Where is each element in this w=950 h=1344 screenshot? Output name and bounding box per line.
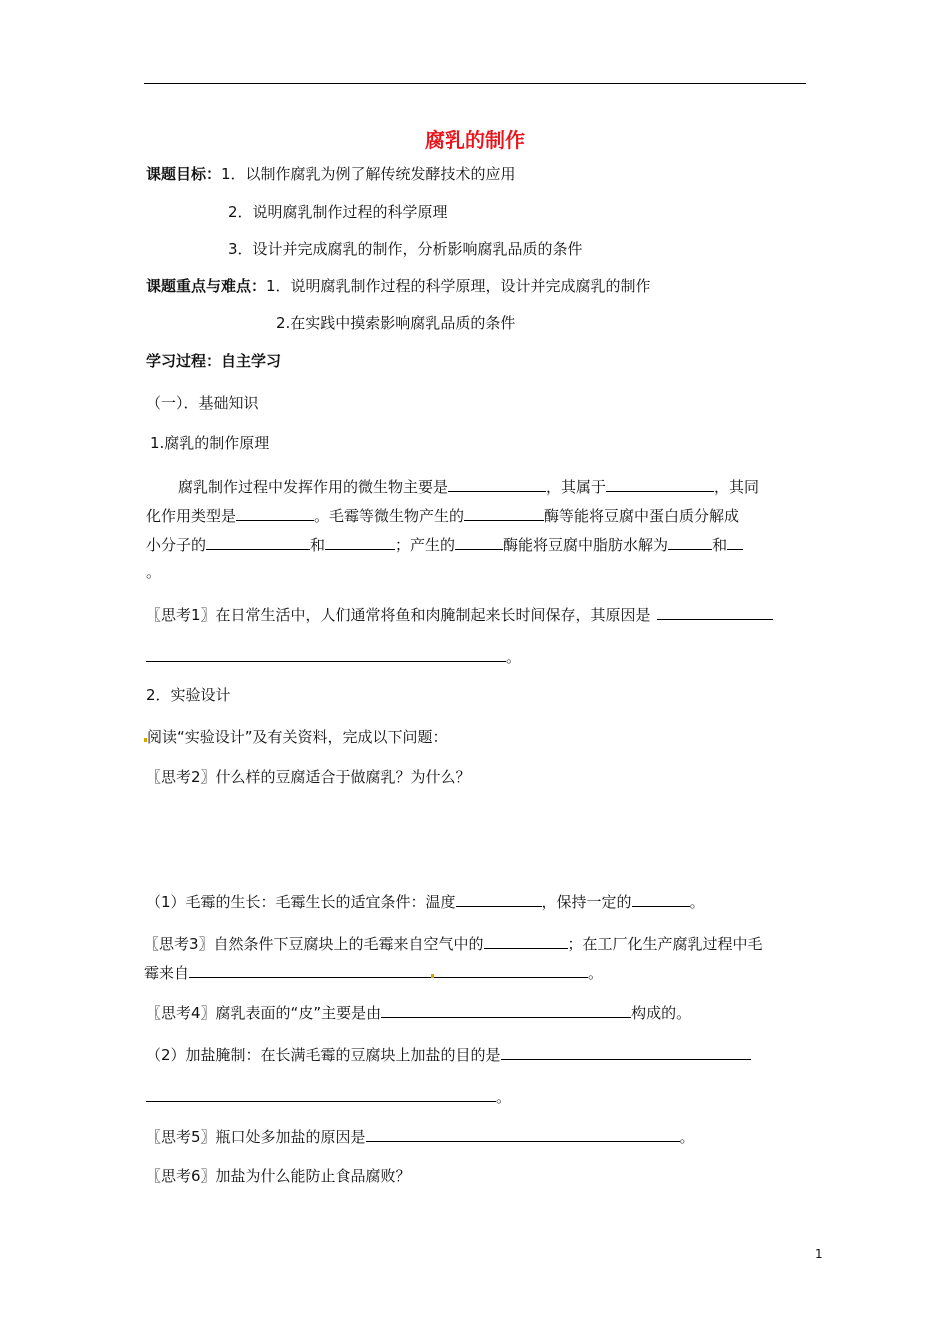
section-basic-knowledge: （一）．基础知识 [146, 394, 259, 412]
blank-skin[interactable] [381, 1002, 631, 1018]
blank-mold-source-a[interactable] [189, 962, 431, 978]
blank-microbe[interactable] [448, 476, 546, 492]
document-title: 腐乳的制作 [425, 128, 525, 152]
objective-1: 1．以制作腐乳为例了解传统发酵技术的应用 [221, 165, 516, 183]
blank-think1-a[interactable] [657, 604, 773, 620]
blank-fatty-acid[interactable] [727, 534, 743, 550]
growth-line: （1）毛霉的生长：毛霉生长的适宜条件：温度 ，保持一定的 。 [146, 893, 705, 911]
blank-assimilation[interactable] [236, 505, 314, 521]
key-point-2: 2.在实践中摸索影响腐乳品质的条件 [276, 314, 516, 332]
subsection-principle: 1.腐乳的制作原理 [150, 434, 270, 452]
think1-line-1: 〖思考1〗在日常生活中，人们通常将鱼和肉腌制起来长时间保存，其原因是 [146, 604, 773, 625]
key-point-1: 1．说明腐乳制作过程的科学原理，设计并完成腐乳的制作 [266, 277, 651, 295]
blank-salt-purpose-b[interactable] [146, 1086, 496, 1102]
blank-think1-b[interactable] [146, 646, 506, 662]
blank-spores[interactable] [484, 933, 568, 949]
blank-humidity[interactable] [632, 891, 690, 907]
think3-line-1: 〖思考3〗自然条件下豆腐块上的毛霉来自空气中的 ；在工厂化生产腐乳过程中毛 [144, 935, 763, 953]
salting-line-2: 。 [146, 1086, 511, 1107]
think3-line-2: 霉来自 。 [144, 964, 604, 982]
objective-2: 2．说明腐乳制作过程的科学原理 [228, 203, 448, 221]
para1-line-2: 化作用类型是 。毛霉等微生物产生的 酶等能将豆腐中蛋白质分解成 [146, 507, 740, 525]
learning-process-heading: 学习过程：自主学习 [146, 352, 282, 370]
page-number: 1 [815, 1247, 823, 1261]
blank-classification[interactable] [606, 476, 714, 492]
blank-lipase[interactable] [455, 534, 503, 550]
blank-bottle-salt[interactable] [366, 1126, 680, 1142]
think6: 〖思考6〗加盐为什么能防止食品腐败？ [146, 1167, 411, 1185]
objectives-label: 课题目标： [146, 165, 222, 183]
blank-small-molecule-2[interactable] [325, 534, 395, 550]
blank-glycerol[interactable] [668, 534, 712, 550]
subsection-experiment: 2．实验设计 [146, 686, 231, 704]
blank-enzyme[interactable] [464, 505, 544, 521]
objectives-line-1 [146, 164, 516, 184]
blank-temperature[interactable] [456, 891, 542, 907]
para1-line-3: 小分子的 和 ；产生的 酶能将豆腐中脂肪水解为 和 [146, 534, 743, 555]
para1-line-4: 。 [146, 563, 162, 581]
blank-salt-purpose-a[interactable] [501, 1044, 751, 1060]
key-points-line-1 [146, 276, 651, 296]
think1-line-2: 。 [146, 646, 521, 667]
think4-line: 〖思考4〗腐乳表面的“皮”主要是由 构成的。 [146, 1004, 692, 1022]
header-rule [144, 83, 806, 84]
key-points-label: 课题重点与难点： [146, 277, 267, 295]
salting-line-1: （2）加盐腌制：在长满毛霉的豆腐块上加盐的目的是 [146, 1044, 751, 1065]
objective-3: 3．设计并完成腐乳的制作，分析影响腐乳品质的条件 [228, 240, 583, 258]
blank-small-molecule-1[interactable] [206, 534, 310, 550]
para1-line-1: 腐乳制作过程中发挥作用的微生物主要是 ，其属于 ，其同 [178, 478, 760, 496]
read-instruction: 阅读“实验设计”及有关资料，完成以下问题： [144, 727, 448, 747]
think2: 〖思考2〗什么样的豆腐适合于做腐乳？为什么？ [146, 768, 471, 786]
blank-mold-source-b[interactable] [434, 962, 588, 978]
think5-line: 〖思考5〗瓶口处多加盐的原因是 。 [146, 1128, 695, 1146]
